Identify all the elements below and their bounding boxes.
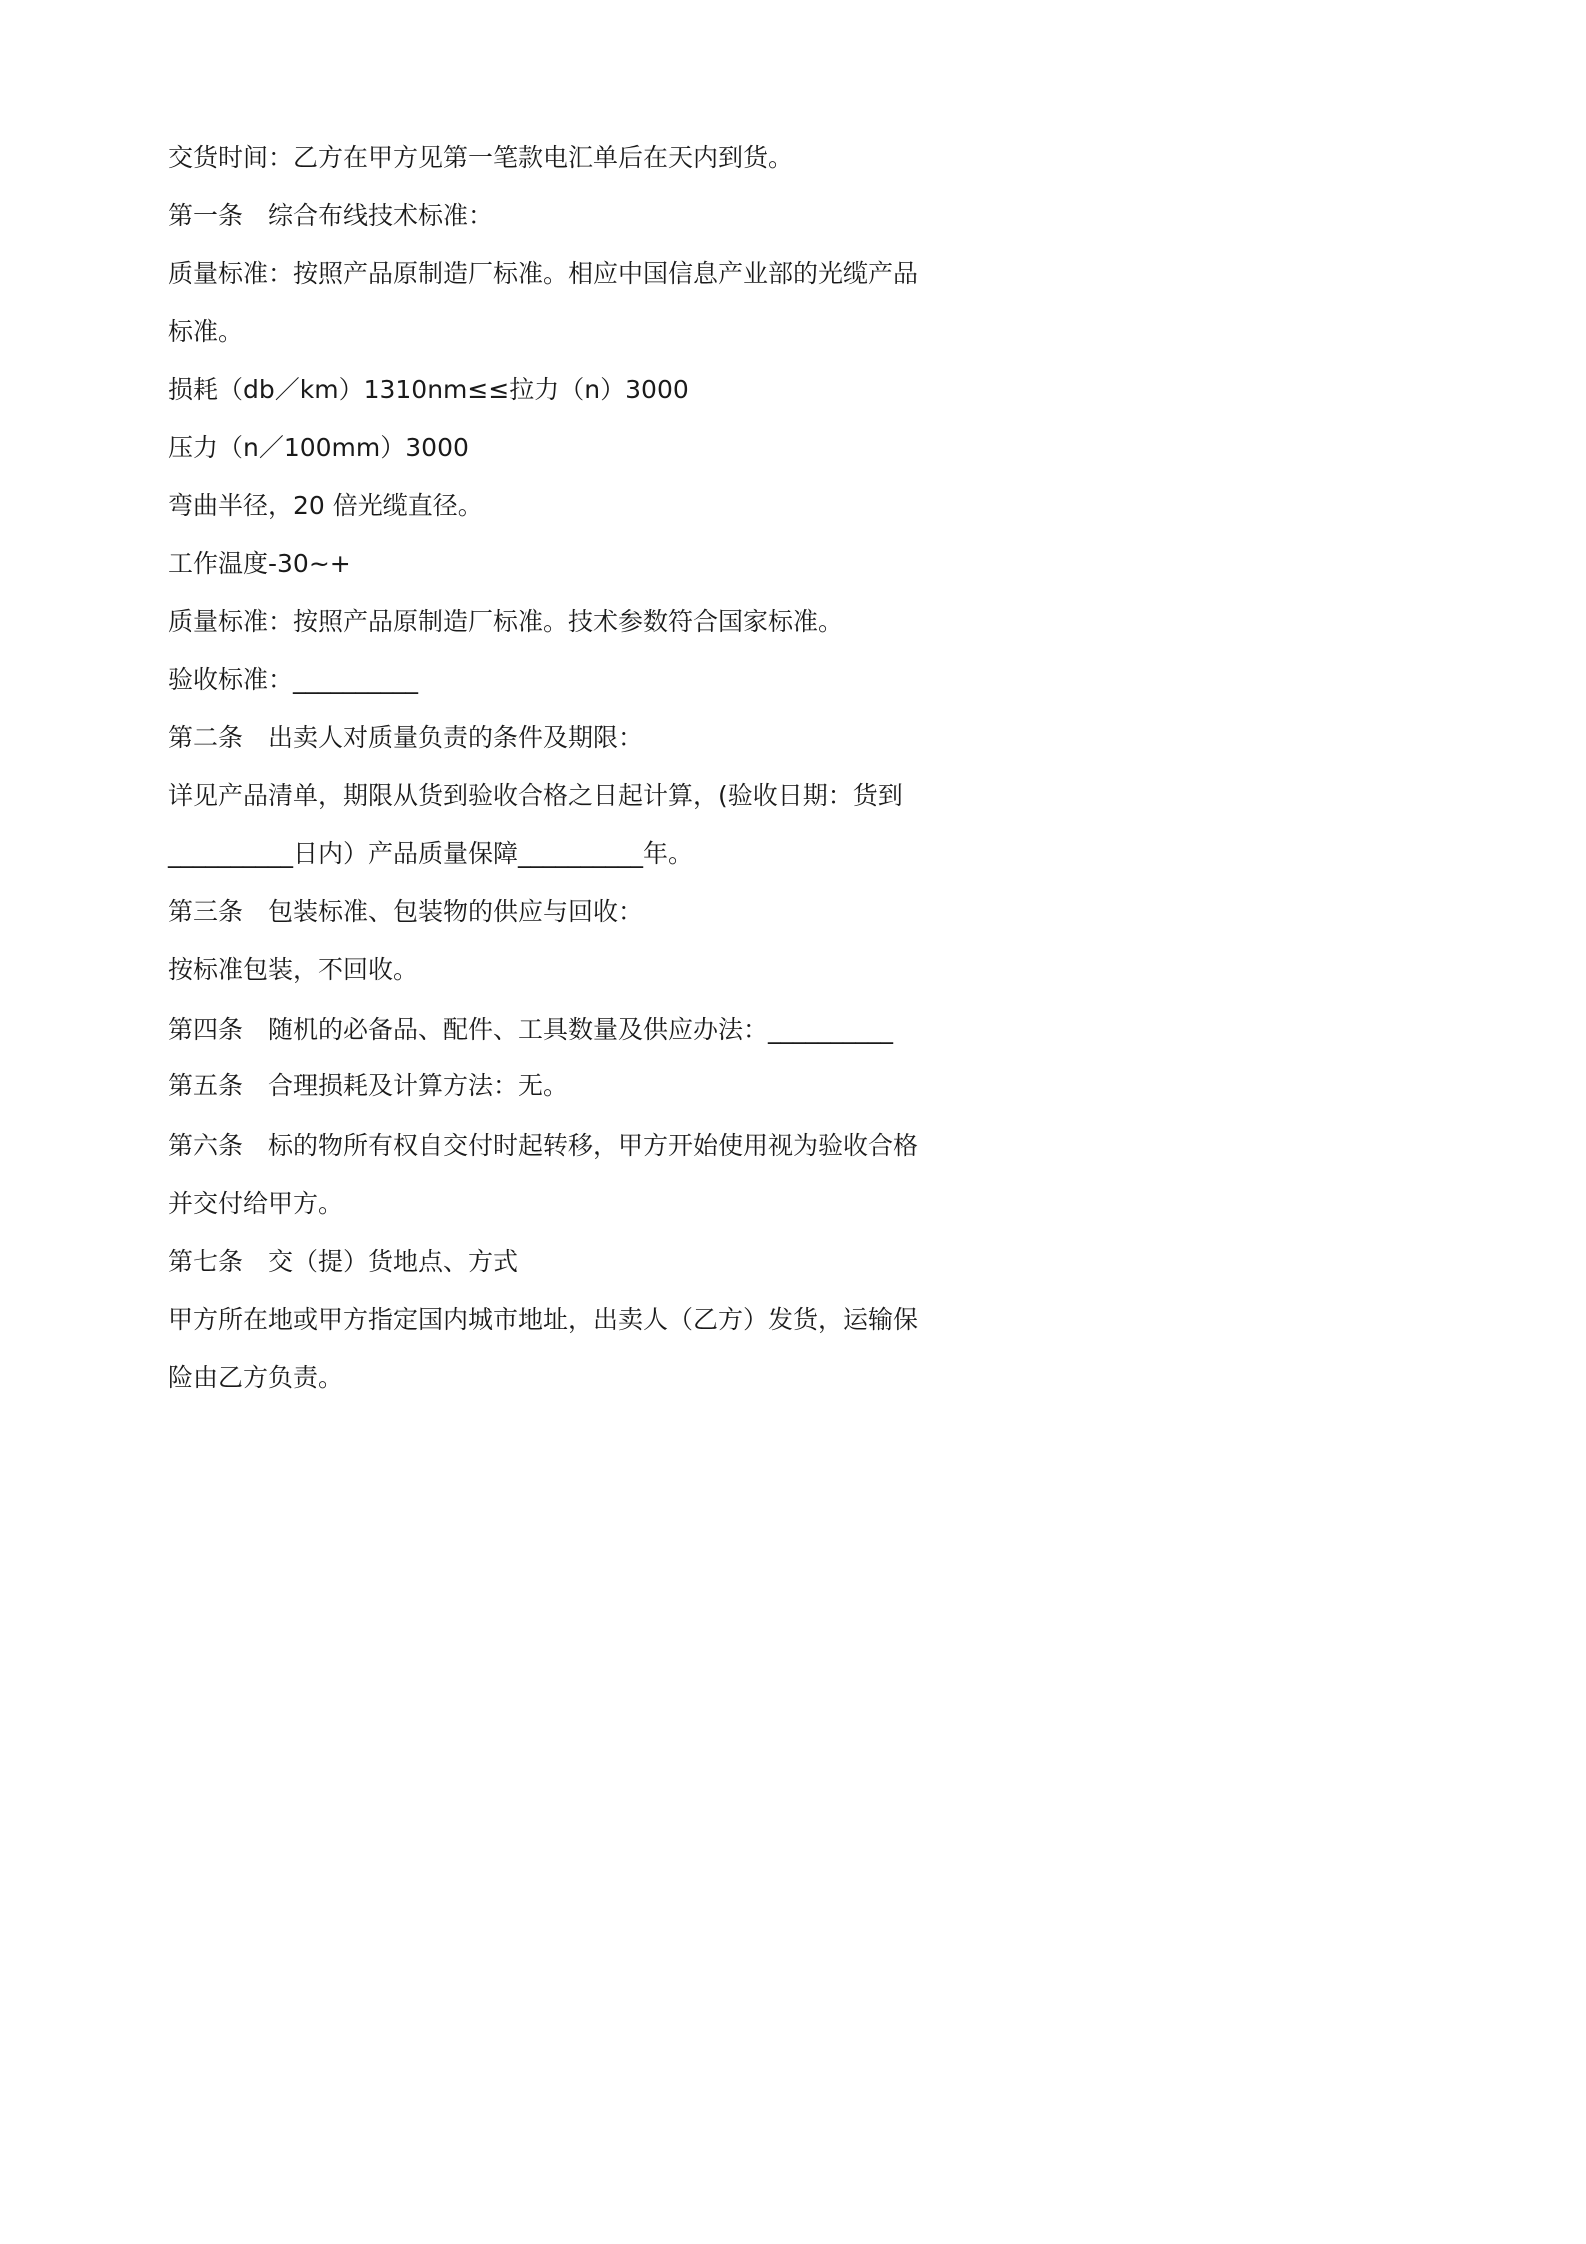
delivery-time-line: 交货时间：乙方在甲方见第一笔款电汇单后在天内到货。 [168,143,794,172]
bend-radius-spec: 弯曲半径，20 倍光缆直径。 [168,491,483,520]
document-page [0,0,1098,1553]
warranty-detail-continuation: __________日内）产品质量保障__________年。 [168,839,694,868]
quality-standard-continuation: 标准。 [168,317,244,346]
operating-temperature-spec: 工作温度-30~+ [168,549,351,578]
delivery-location-line: 甲方所在地或甲方指定国内城市地址，出卖人（乙方）发货，运输保 [168,1305,919,1334]
article-2-heading: 第二条 出卖人对质量负责的条件及期限： [168,723,644,752]
loss-tension-spec: 损耗（db／km）1310nm≤≤拉力（n）3000 [168,375,689,404]
article-6-heading: 第六条 标的物所有权自交付时起转移，甲方开始使用视为验收合格 [168,1131,919,1160]
pressure-spec: 压力（n／100mm）3000 [168,433,469,462]
article-1-heading: 第一条 综合布线技术标准： [168,201,494,230]
article-6-continuation: 并交付给甲方。 [168,1189,344,1218]
quality-standard-line: 质量标准：按照产品原制造厂标准。相应中国信息产业部的光缆产品 [168,259,919,288]
warranty-detail-line: 详见产品清单，期限从货到验收合格之日起计算，(验收日期：货到 [168,781,903,810]
packaging-line: 按标准包装，不回收。 [168,955,419,984]
article-3-heading: 第三条 包装标准、包装物的供应与回收： [168,897,644,926]
article-5-heading: 第五条 合理损耗及计算方法：无。 [168,1071,569,1100]
article-4-heading: 第四条 随机的必备品、配件、工具数量及供应办法：__________ [168,1015,894,1044]
article-7-heading: 第七条 交（提）货地点、方式 [168,1247,519,1276]
acceptance-standard-line: 验收标准：__________ [168,665,419,694]
delivery-location-continuation: 险由乙方负责。 [168,1363,344,1392]
quality-standard-line-2: 质量标准：按照产品原制造厂标准。技术参数符合国家标准。 [168,607,844,636]
